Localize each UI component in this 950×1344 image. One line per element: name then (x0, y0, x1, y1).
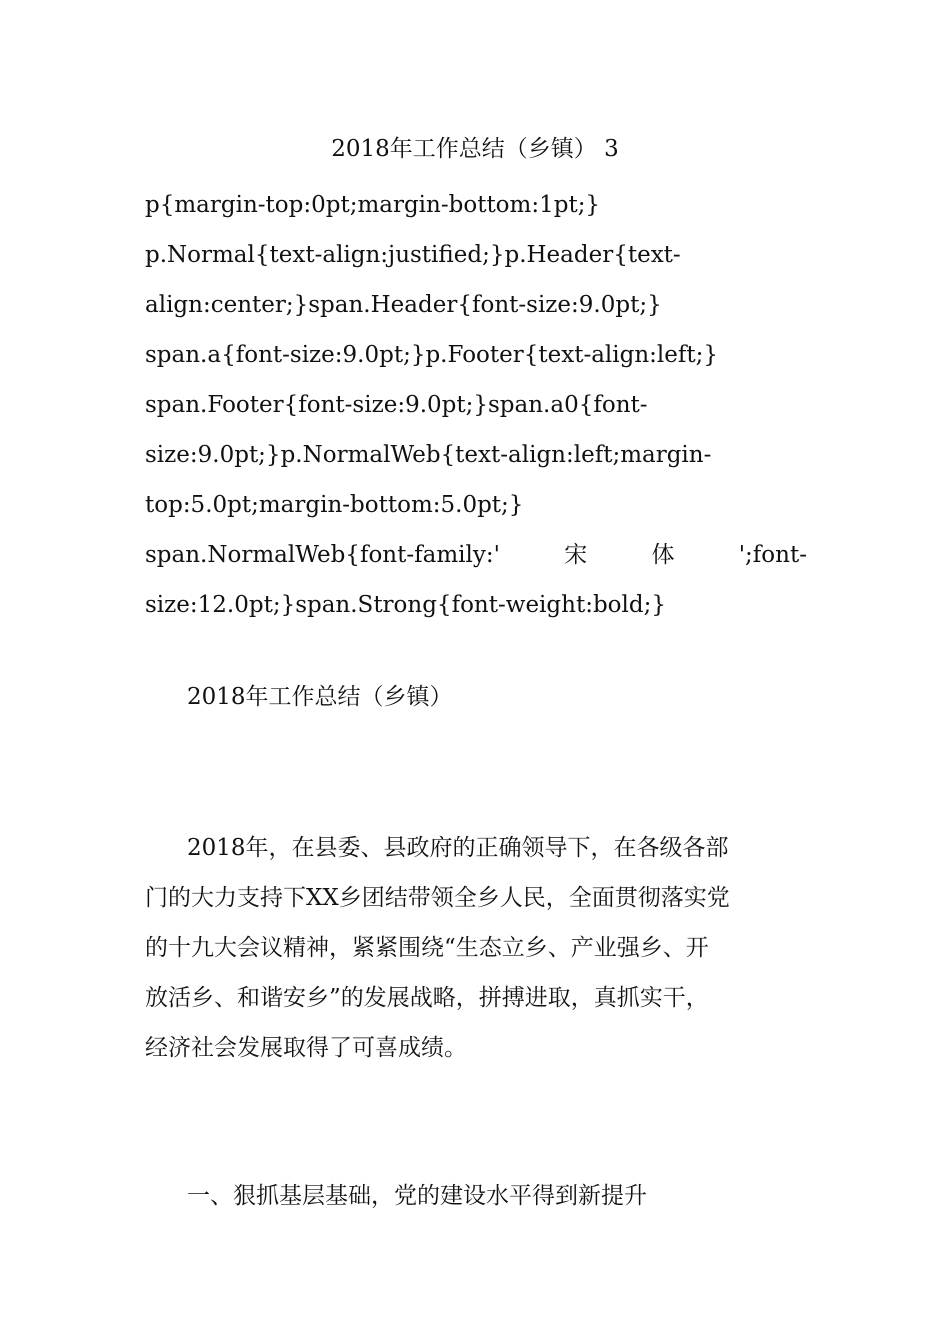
css-line-part: 体 (651, 542, 675, 568)
css-line: align:center;}span.Header{font-size:9.0pt;} (145, 292, 662, 318)
css-line-justified (145, 530, 807, 580)
paragraph-line: 门的大力支持下XX乡团结带领全乡人民，全面贯彻落实党 (145, 885, 730, 911)
document-subtitle: 2018年工作总结（乡镇） (187, 684, 453, 710)
css-line: p.Normal{text-align:justified;}p.Header{text- (145, 242, 681, 268)
paragraph-line: 的十九大会议精神，紧紧围绕“生态立乡、产业强乡、开 (145, 935, 709, 961)
paragraph-line: 放活乡、和谐安乡”的发展战略，拼搏进取，真抓实干， (145, 985, 709, 1011)
section-heading: 一、狠抓基层基础，党的建设水平得到新提升 (187, 1183, 647, 1209)
intro-paragraph (145, 823, 807, 1073)
css-line-part: ';font- (738, 542, 807, 568)
paragraph-line: 2018年，在县委、县政府的正确领导下，在各级各部 (187, 835, 729, 861)
css-line: p{margin-top:0pt;margin-bottom:1pt;} (145, 192, 601, 218)
css-line-part: span.NormalWeb{font-family:' (145, 542, 500, 568)
css-line: span.Footer{font-size:9.0pt;}span.a0{font- (145, 392, 648, 418)
paragraph-line: 经济社会发展取得了可喜成绩。 (145, 1035, 467, 1061)
css-line: size:9.0pt;}p.NormalWeb{text-align:left;margin- (145, 442, 712, 468)
css-line: top:5.0pt;margin-bottom:5.0pt;} (145, 492, 524, 518)
document-title: 2018年工作总结（乡镇） 3 (331, 136, 619, 162)
css-line: span.a{font-size:9.0pt;}p.Footer{text-align:left;} (145, 342, 719, 368)
css-code-block (145, 180, 807, 630)
css-line: size:12.0pt;}span.Strong{font-weight:bold;} (145, 592, 666, 618)
css-line-part: 宋 (564, 542, 588, 568)
